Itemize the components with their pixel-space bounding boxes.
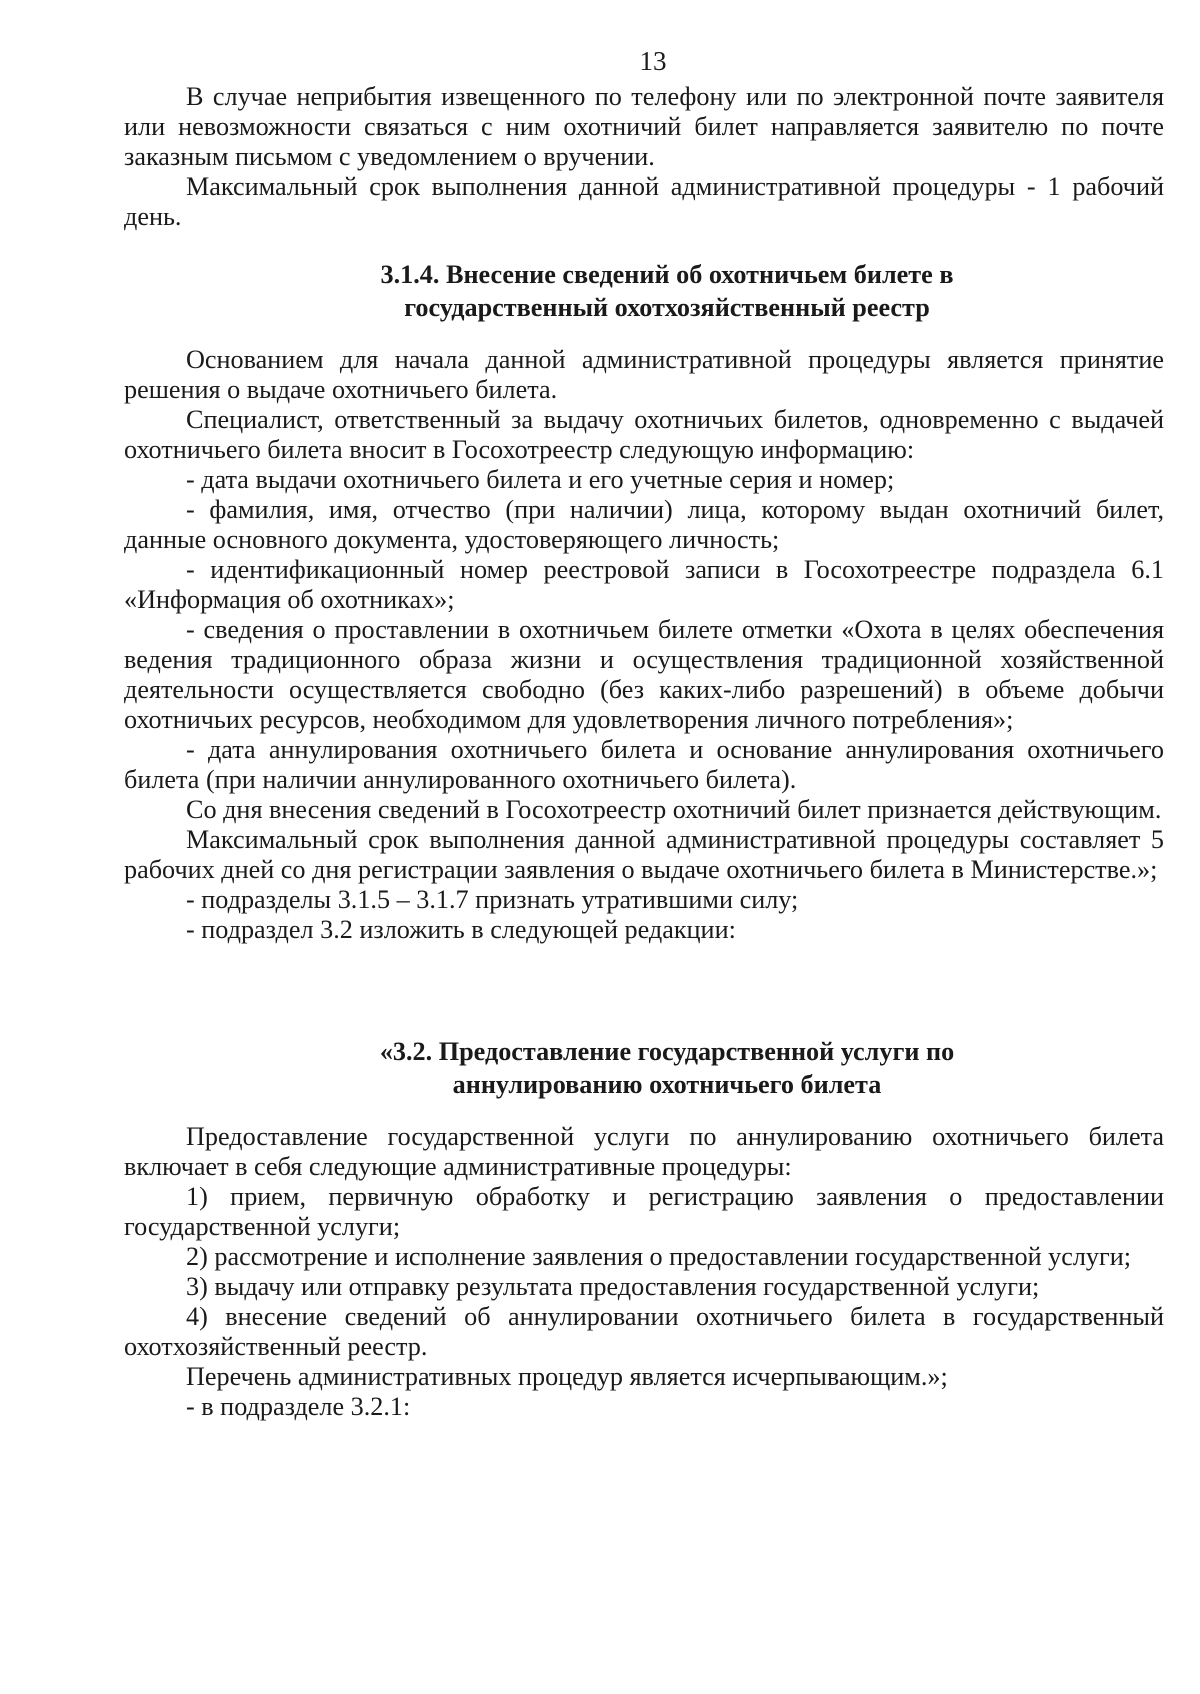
paragraph: Основанием для начала данной административной процедуры является принятие решения о выдаче охотничьего билета. (124, 345, 1164, 404)
heading-line: 3.1.4. Внесение сведений об охотничьем билете в (380, 260, 954, 289)
heading-line: «3.2. Предоставление государственной услуги по (379, 1037, 955, 1066)
list-item: 1) прием, первичную обработку и регистрацию заявления о предоставлении государственной услуги; (124, 1182, 1164, 1241)
list-item: - сведения о проставлении в охотничьем билете отметки «Охота в целях обеспечения ведения традиционного образа жизни и осуществления традиционной хозяйственной деятельности осуществляется свободно (без каких-либо разрешений) в объеме добычи охотничьих ресурсов, необходимом для удовлетворения личного потребления»; (124, 615, 1164, 734)
list-item: - дата аннулирования охотничьего билета и основание аннулирования охотничьего билета (при наличии аннулированного охотничьего билета). (124, 735, 1164, 794)
list-item: 4) внесение сведений об аннулировании охотничьего билета в государственный охотхозяйственный реестр. (124, 1302, 1164, 1361)
list-item: - идентификационный номер реестровой записи в Госохотреестре подраздела 6.1 «Информация об охотниках»; (124, 555, 1164, 614)
list-item: 3) выдачу или отправку результата предоставления государственной услуги; (186, 1272, 1040, 1301)
list-item: - фамилия, имя, отчество (при наличии) лица, которому выдан охотничий билет, данные основного документа, удостоверяющего личность; (124, 495, 1164, 554)
page-number: 13 (639, 46, 667, 76)
list-item: - дата выдачи охотничьего билета и его учетные серия и номер; (186, 465, 895, 494)
paragraph: Максимальный срок выполнения данной административной процедуры составляет 5 рабочих дней со дня регистрации заявления о выдаче охотничьего билета в Министерстве.»; (124, 825, 1164, 884)
paragraph: Перечень административных процедур является исчерпывающим.»; (186, 1362, 948, 1391)
section-3-2-body (124, 1122, 1164, 1422)
heading-line: аннулированию охотничьего билета (452, 1070, 882, 1099)
paragraph: Специалист, ответственный за выдачу охотничьих билетов, одновременно с выдачей охотничьего билета вносит в Госохотреестр следующую информацию: (124, 405, 1164, 464)
paragraph: Предоставление государственной услуги по аннулированию охотничьего билета включает в себя следующие административные процедуры: (124, 1122, 1164, 1181)
section-heading (124, 1035, 1164, 1101)
list-item: - подразделы 3.1.5 – 3.1.7 признать утратившими силу; (186, 885, 799, 914)
intro-block (124, 82, 1164, 232)
list-item: 2) рассмотрение и исполнение заявления о предоставлении государственной услуги; (186, 1242, 1132, 1271)
paragraph: Со дня внесения сведений в Госохотреестр охотничий билет признается действующим. (186, 795, 1162, 824)
section-heading-3-2 (124, 1035, 1164, 1101)
list-item: - подраздел 3.2 изложить в следующей редакции: (186, 915, 736, 944)
heading-line: государственный охотхозяйственный реестр (404, 293, 930, 322)
paragraph: В случае неприбытия извещенного по телефону или по электронной почте заявителя или невозможности связаться с ним охотничий билет направляется заявителю по почте заказным письмом с уведомлением о вручении. (124, 82, 1164, 171)
section-heading-3-1-4 (124, 258, 1164, 324)
list-item: - в подразделе 3.2.1: (186, 1392, 411, 1421)
paragraph: Максимальный срок выполнения данной административной процедуры - 1 рабочий день. (124, 172, 1164, 231)
section-heading (124, 258, 1164, 324)
section-3-1-4-body (124, 345, 1164, 945)
